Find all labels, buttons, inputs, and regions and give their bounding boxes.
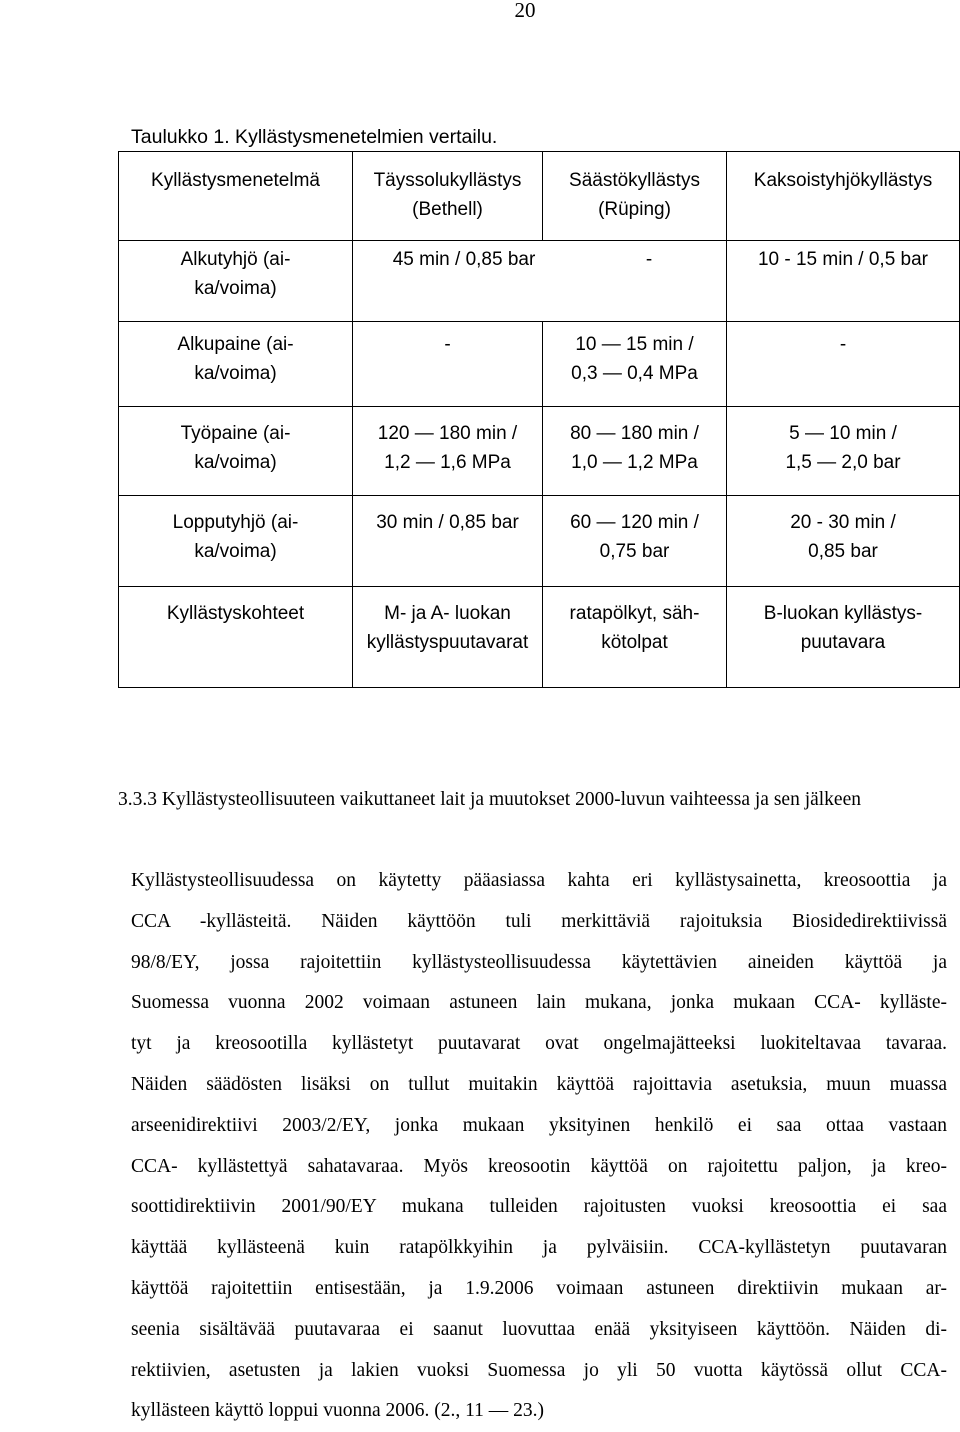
text-line: rektiivien, asetusten ja lakien vuoksi Suomessa jo yli 50 vuotta käytössä ollut CCA-: [131, 1359, 947, 1381]
table-row: [119, 322, 960, 407]
table-row: [119, 587, 960, 688]
text-line: Näiden säädösten lisäksi on tullut muitakin käyttöä rajoittavia asetuksia, muun muassa: [131, 1073, 947, 1095]
text-line: seenia sisältävää puutavaraa ei saanut luovuttaa enää yksityiseen käyttöön. Näiden di-: [131, 1318, 947, 1340]
table-row: [119, 407, 960, 496]
row-label: Alkutyhjö (ai- ka/voima): [119, 241, 353, 322]
text-line: soottidirektiivin 2001/90/EY mukana tulleiden rajoitusten vuoksi kreosoottia ei saa: [131, 1196, 947, 1218]
page-number: 20: [514, 0, 536, 22]
table-header-row: [119, 152, 960, 241]
text-line: Suomessa vuonna 2002 voimaan astuneen lain mukana, jonka mukaan CCA- kylläste-: [131, 992, 947, 1014]
row-label: Työpaine (ai- ka/voima): [119, 407, 353, 496]
comparison-table: [118, 151, 960, 688]
table-cell: 10 — 15 min / 0,3 — 0,4 MPa: [543, 322, 727, 407]
text-line: CCA- kyllästettyä sahatavaraa. Myös kreosootin käyttöä on rajoitettu paljon, ja kreo-: [131, 1155, 947, 1177]
table-cell: B-luokan kyllästys- puutavara: [727, 587, 960, 688]
text-line: CCA -kyllästeitä. Näiden käyttöön tuli merkittäviä rajoituksia Biosidedirektiivissä: [131, 910, 947, 932]
text-line: käyttää kyllästeenä kuin ratapölkkyihin ja pylväisiin. CCA-kyllästetyn puutavaran: [131, 1237, 947, 1259]
table-cell: 80 — 180 min / 1,0 — 1,2 MPa: [543, 407, 727, 496]
table-cell: 60 — 120 min / 0,75 bar: [543, 496, 727, 587]
table-cell: 120 — 180 min / 1,2 — 1,6 MPa: [353, 407, 543, 496]
body-paragraph: [131, 861, 947, 1432]
table-cell: M- ja A- luokan kyllästyspuutavarat: [353, 587, 543, 688]
table-cell: 20 - 30 min / 0,85 bar: [727, 496, 960, 587]
section-heading: 3.3.3 Kyllästysteollisuuteen vaikuttaneet lait ja muutokset 2000-luvun vaihteessa ja sen jälkeen: [118, 789, 861, 810]
text-line: kyllästeen käyttö loppui vuonna 2006. (2., 11 — 23.): [131, 1400, 545, 1422]
header-cell-double-vacuum: Kaksoistyhjökyllästys: [727, 152, 960, 241]
row-label: Kyllästyskohteet: [119, 587, 353, 688]
header-cell-ruping: Säästökyllästys (Rüping): [543, 152, 727, 241]
text-line: käyttöä rajoitettiin entisestään, ja 1.9.2006 voimaan astuneen direktiivin mukaan ar-: [131, 1277, 947, 1299]
header-cell-method: Kyllästysmenetelmä: [119, 152, 353, 241]
table-cell: -: [727, 322, 960, 407]
table-cell: -: [353, 322, 543, 407]
text-line: 98/8/EY, jossa rajoitettiin kyllästysteollisuudessa käytettävien aineiden käyttöä ja: [131, 951, 947, 973]
row-label: Alkupaine (ai- ka/voima): [119, 322, 353, 407]
text-line: tyt ja kreosootilla kyllästetyt puutavarat ovat ongelmajätteeksi luokiteltavaa tavaraa.: [131, 1033, 947, 1055]
table-cell: 5 — 10 min / 1,5 — 2,0 bar: [727, 407, 960, 496]
text-line: Kyllästysteollisuudessa on käytetty pääasiassa kahta eri kyllästysainetta, kreosoottia ja: [131, 870, 947, 891]
table-cell: ratapölkyt, säh- kötolpat: [543, 587, 727, 688]
table-row: [119, 241, 960, 322]
header-cell-bethell: Täyssolukyllästys (Bethell): [353, 152, 543, 241]
table-cell: 10 - 15 min / 0,5 bar: [727, 241, 960, 322]
text-line: arseenidirektiivi 2003/2/EY, jonka mukaan yksityinen henkilö ei saa ottaa vastaan: [131, 1114, 947, 1136]
table-caption: Taulukko 1. Kyllästysmenetelmien vertailu.: [131, 126, 498, 148]
table-row: [119, 496, 960, 587]
row-label: Lopputyhjö (ai- ka/voima): [119, 496, 353, 587]
table-cell: 30 min / 0,85 bar: [353, 496, 543, 587]
table-cell: 45 min / 0,85 bar -: [353, 241, 727, 322]
